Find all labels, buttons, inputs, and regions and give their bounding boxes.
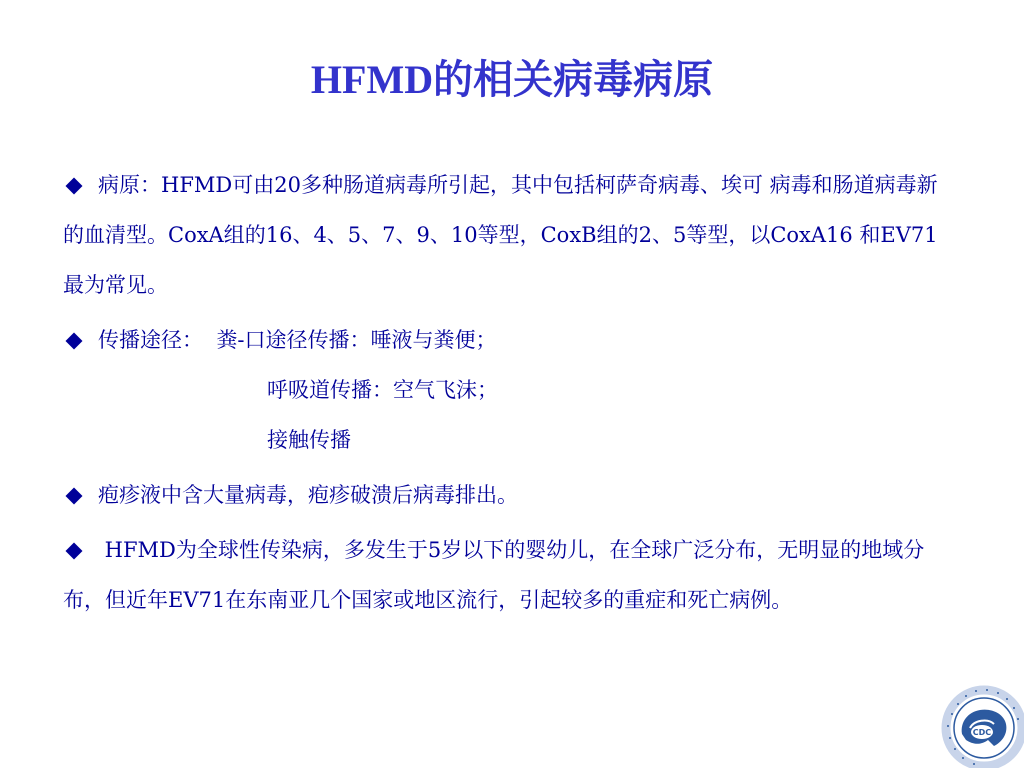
bullet-transmission (63, 315, 953, 465)
transmission-route-3: 接触传播 (267, 428, 351, 452)
transmission-route-1: 粪-口途径传播：唾液与粪便； (216, 328, 497, 352)
bullet-text: HFMD为全球性传染病，多发生于5岁以下的婴幼儿，在全球广泛分布，无明显的地域分布，但近年EV71在东南亚几个国家或地区流行，引起较多的重症和死亡病例。 (63, 538, 925, 612)
bullet-epidemiology (63, 525, 953, 625)
bullet-blister (63, 470, 953, 520)
china-cdc-logo-icon (932, 676, 1024, 768)
slide-title: HFMD的相关病毒病原 (310, 57, 714, 102)
diamond-bullet-icon (66, 177, 83, 194)
bullet-text: 疱疹液中含大量病毒，疱疹破溃后病毒排出。 (98, 483, 518, 507)
transmission-label: 传播途径： (98, 328, 203, 352)
bullet-pathogen (63, 160, 953, 310)
diamond-bullet-icon (66, 332, 83, 349)
bullet-text: 病原：HFMD可由20多种肠道病毒所引起，其中包括柯萨奇病毒、埃可 病毒和肠道病毒新的血清型。CoxA组的16、4、5、7、9、10等型，CoxB组的2、5等型，以CoxA16 和EV71最为常见。 (63, 173, 938, 297)
transmission-route-2: 呼吸道传播：空气飞沫； (267, 378, 498, 402)
svg-text:CDC: CDC (972, 728, 992, 737)
diamond-bullet-icon (66, 542, 83, 559)
slide-content (63, 160, 953, 630)
diamond-bullet-icon (66, 487, 83, 504)
